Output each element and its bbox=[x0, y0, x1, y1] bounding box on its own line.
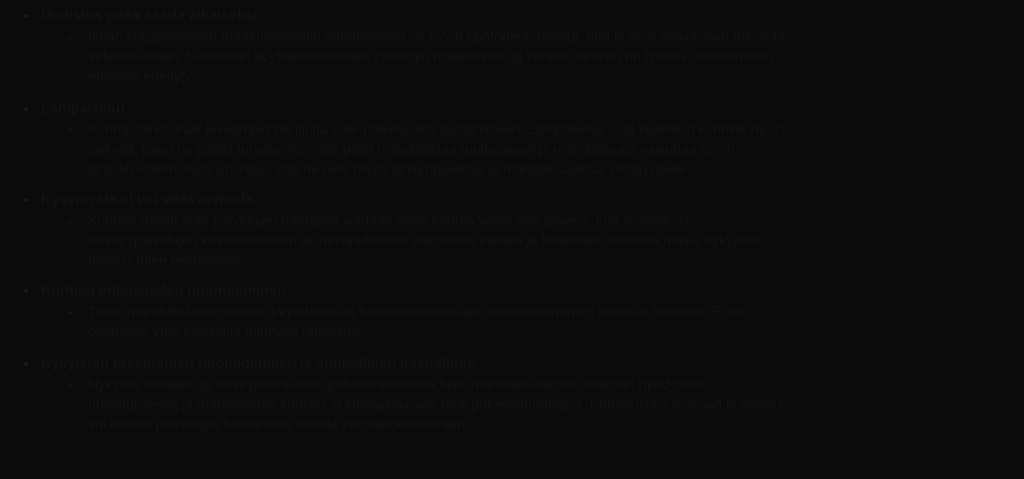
arrow-bullet-icon: ➢ bbox=[65, 377, 76, 392]
sub-point-line: Kunnat tarvitsevat leveämpiä hartijoita sote-palveluiden tuottamiseen. Lähipalvelut ovat kuitenkin kunnille hyvin bbox=[88, 122, 784, 138]
sub-point-line: hallitus tulee esittämään. bbox=[88, 253, 245, 269]
bullet-heading-row bbox=[18, 190, 1004, 210]
section-lahipalvelut bbox=[18, 99, 1004, 180]
arrow-bullet-icon: ➢ bbox=[65, 29, 76, 44]
sub-point-line: Kuntien rooliin sote-palvelujen tuottajina voidaan ottaa kantaa vasta sen jälkeen, kun sosiaali- ja bbox=[88, 213, 690, 229]
sub-point bbox=[18, 211, 1004, 271]
arrow-bullet-icon: ➢ bbox=[65, 213, 76, 228]
sub-point-line: Tulee mahdollistaa erilaisten järjestämis-ja tuottamisratkaisujen toteuttaminen eri puolella Suomea. Ei ole bbox=[88, 304, 748, 320]
sub-point-line: uudistuksessa ja mahdollistaa kuntien ja kuntayhtymien rooli palveluntuottajina. Perustuslain mukaan kunnilta ei bbox=[88, 397, 790, 413]
sub-point-line: lähipalveluihin. Aina unohtuu, että ne ovat myös lähityöpaikkoja ja mahdollisuuksia yrittäjyydelle. bbox=[88, 162, 691, 178]
section-erilaisuus bbox=[18, 281, 1004, 342]
sub-point-line: ehdoton edellytys. bbox=[88, 69, 203, 85]
section-heading: Lähipalvelut bbox=[41, 101, 126, 117]
section-rakenteet bbox=[18, 354, 1004, 435]
section-heading: Uudistus pitää saada aikaiseksi bbox=[41, 8, 258, 24]
bullet-heading-row bbox=[18, 99, 1004, 119]
bullet-dot-icon bbox=[24, 107, 28, 111]
bullet-dot-icon bbox=[24, 362, 28, 366]
bullet-heading-row bbox=[18, 354, 1004, 374]
section-uudistus bbox=[18, 6, 1004, 87]
sub-point-line: voi kieltää palvelujen tuottamista omalla verorahoituksellaan. bbox=[88, 417, 469, 433]
bullet-heading-row bbox=[18, 6, 1004, 26]
arrow-bullet-icon: ➢ bbox=[65, 122, 76, 137]
arrow-bullet-icon: ➢ bbox=[65, 304, 76, 319]
section-kysymys bbox=[18, 190, 1004, 271]
sub-point-line: tärkeitä, joten ne pitäisi turvata. Kunnille pitää mahdollistaa tuottajarooli ja mahdollisuus vaikuttaa omiin bbox=[88, 142, 735, 158]
sub-point bbox=[18, 120, 1004, 180]
sub-point-line: Nykyisiä sosiaali- ja terveydenhuolion palvelurakenteita tulisi mahdollisuuksien mukaan hyödyntää bbox=[88, 377, 704, 393]
section-heading: Nykyisten rakenteiden huomioiminen ja kunnallinen itsehallinto bbox=[41, 356, 477, 372]
bullet-heading-row bbox=[18, 281, 1004, 301]
sub-point bbox=[18, 302, 1004, 342]
sub-point bbox=[18, 27, 1004, 87]
sub-point-line: velvoitteistaan. Saumaton ja yhdenmukainen yhteistyö maakunnan ja kuntien kesken on työssä onnistumisen bbox=[88, 49, 774, 65]
bullet-dot-icon bbox=[24, 289, 28, 293]
section-heading: Kysymystä ei voi vielä arvioida bbox=[41, 192, 254, 208]
bullet-dot-icon bbox=[24, 198, 28, 202]
sub-point-line: Ilman laajapohjaisen maakuntamallin toteuttamista on hyvin epätodennäköistä, että kunnat selviäisivät tulevista bbox=[88, 29, 786, 45]
bullet-dot-icon bbox=[24, 14, 28, 18]
sub-point bbox=[18, 375, 1004, 435]
section-heading: Kuntien erilaisuuden huomioiminen bbox=[41, 283, 286, 299]
sub-point-line: terveyspalvelujen kokonaisuuden ja lainsäädännön valmistelu etenee ja tiedetään, millaista mallia nykyinen bbox=[88, 233, 760, 249]
sub-point-line: olemassa yhtä kaikkialla toimivaa ratkaisua. bbox=[88, 324, 364, 340]
